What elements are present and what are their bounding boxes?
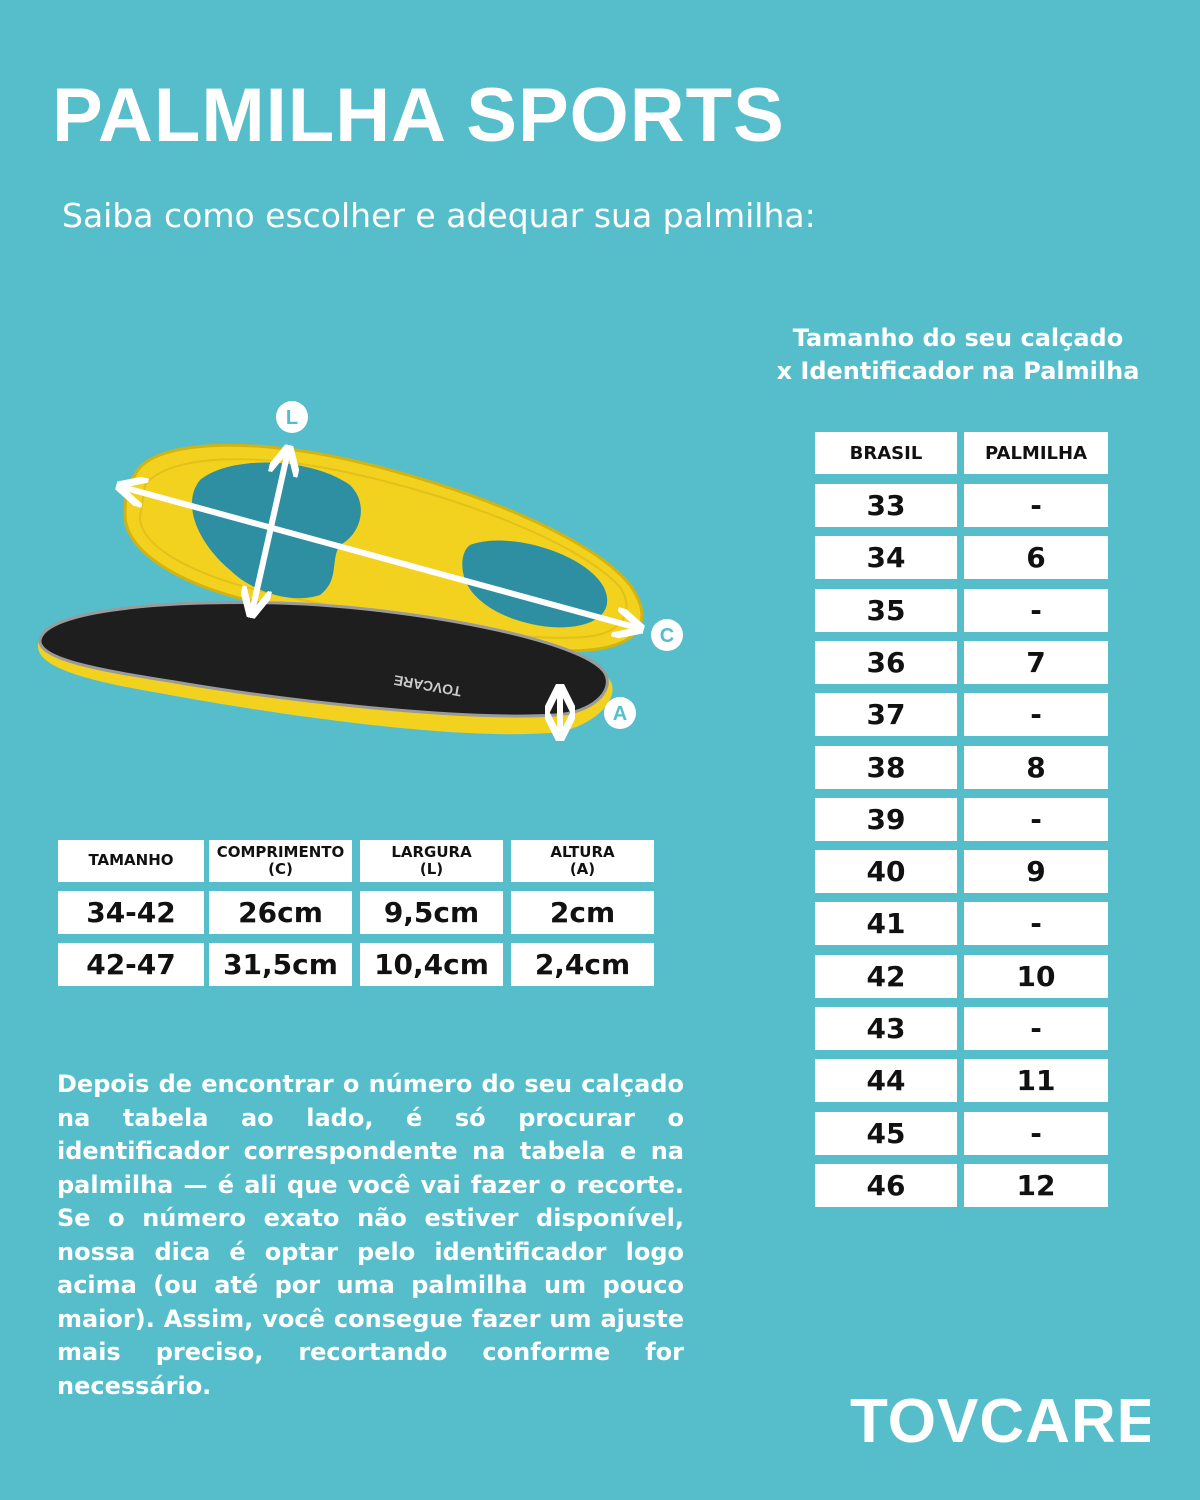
conv-palmilha-40: 9 — [964, 850, 1108, 893]
label-a-badge — [604, 697, 636, 729]
dim-header-tamanho: TAMANHO — [58, 840, 204, 882]
conv-brasil-37: 37 — [815, 693, 957, 736]
conv-palmilha-36: 7 — [964, 641, 1108, 684]
conv-brasil-46: 46 — [815, 1164, 957, 1207]
conv-brasil-38: 38 — [815, 746, 957, 789]
conv-palmilha-34: 6 — [964, 536, 1108, 579]
conv-palmilha-33: - — [964, 484, 1108, 527]
conv-brasil-42: 42 — [815, 955, 957, 998]
conv-palmilha-39: - — [964, 798, 1108, 841]
conv-brasil-36: 36 — [815, 641, 957, 684]
label-l: L — [285, 407, 299, 429]
conv-brasil-43: 43 — [815, 1007, 957, 1050]
dim-row-1-altura: 2cm — [511, 891, 654, 934]
dim-row-2-comprimento: 31,5cm — [209, 943, 352, 986]
page-subtitle: Saiba como escolher e adequar sua palmilha: — [62, 196, 816, 235]
conversion-caption-line-1: Tamanho do seu calçado — [792, 324, 1124, 352]
conversion-caption-line-2: x Identificador na Palmilha — [776, 357, 1140, 386]
conv-palmilha-41: - — [964, 902, 1108, 945]
conv-brasil-40: 40 — [815, 850, 957, 893]
conv-brasil-33: 33 — [815, 484, 957, 527]
conv-palmilha-37: - — [964, 693, 1108, 736]
dim-row-2-tamanho: 42-47 — [58, 943, 204, 986]
label-a: A — [612, 703, 628, 725]
conv-palmilha-46: 12 — [964, 1164, 1108, 1207]
conv-brasil-34: 34 — [815, 536, 957, 579]
conv-brasil-41: 41 — [815, 902, 957, 945]
conv-palmilha-43: - — [964, 1007, 1108, 1050]
dim-row-2-altura: 2,4cm — [511, 943, 654, 986]
conv-brasil-45: 45 — [815, 1112, 957, 1155]
dim-row-2-largura: 10,4cm — [360, 943, 503, 986]
conv-palmilha-44: 11 — [964, 1059, 1108, 1102]
insole-diagram — [30, 395, 700, 755]
conv-brasil-35: 35 — [815, 589, 957, 632]
page-title: PALMILHA SPORTS — [52, 73, 785, 158]
conv-palmilha-38: 8 — [964, 746, 1108, 789]
dim-row-1-comprimento: 26cm — [209, 891, 352, 934]
label-c: C — [659, 625, 675, 647]
dim-row-1-tamanho: 34-42 — [58, 891, 204, 934]
conv-palmilha-35: - — [964, 589, 1108, 632]
dim-row-1-largura: 9,5cm — [360, 891, 503, 934]
instructions-text: Depois de encontrar o número do seu calçado na tabela ao lado, é só procurar o identificador correspondente na tabela e na palmilha — é ali que você vai fazer o recorte. Se o número exato não estiver disponível, nossa dica é optar pelo identificador logo acima (ou até por uma palmilha um pouco maior). Assim, você consegue fazer um ajuste mais preciso, recortando conforme for necessário. — [57, 1070, 684, 1400]
insole-print: TOVCARE — [392, 672, 463, 700]
conversion-caption — [760, 322, 1156, 388]
conv-palmilha-45: - — [964, 1112, 1108, 1155]
brand-logo — [850, 1390, 1150, 1461]
conv-brasil-39: 39 — [815, 798, 957, 841]
conv-brasil-44: 44 — [815, 1059, 957, 1102]
logo-text: TOVCARE — [850, 1390, 1150, 1450]
dim-header-largura: LARGURA (L) — [360, 840, 503, 882]
conv-header-brasil: BRASIL — [815, 432, 957, 474]
label-c-badge — [651, 619, 683, 651]
dim-header-comprimento: COMPRIMENTO (C) — [209, 840, 352, 882]
tovcare-logo-mark — [850, 1390, 1150, 1450]
label-l-badge — [276, 401, 308, 433]
conv-palmilha-42: 10 — [964, 955, 1108, 998]
conv-header-palmilha: PALMILHA — [964, 432, 1108, 474]
dim-header-altura: ALTURA (A) — [511, 840, 654, 882]
